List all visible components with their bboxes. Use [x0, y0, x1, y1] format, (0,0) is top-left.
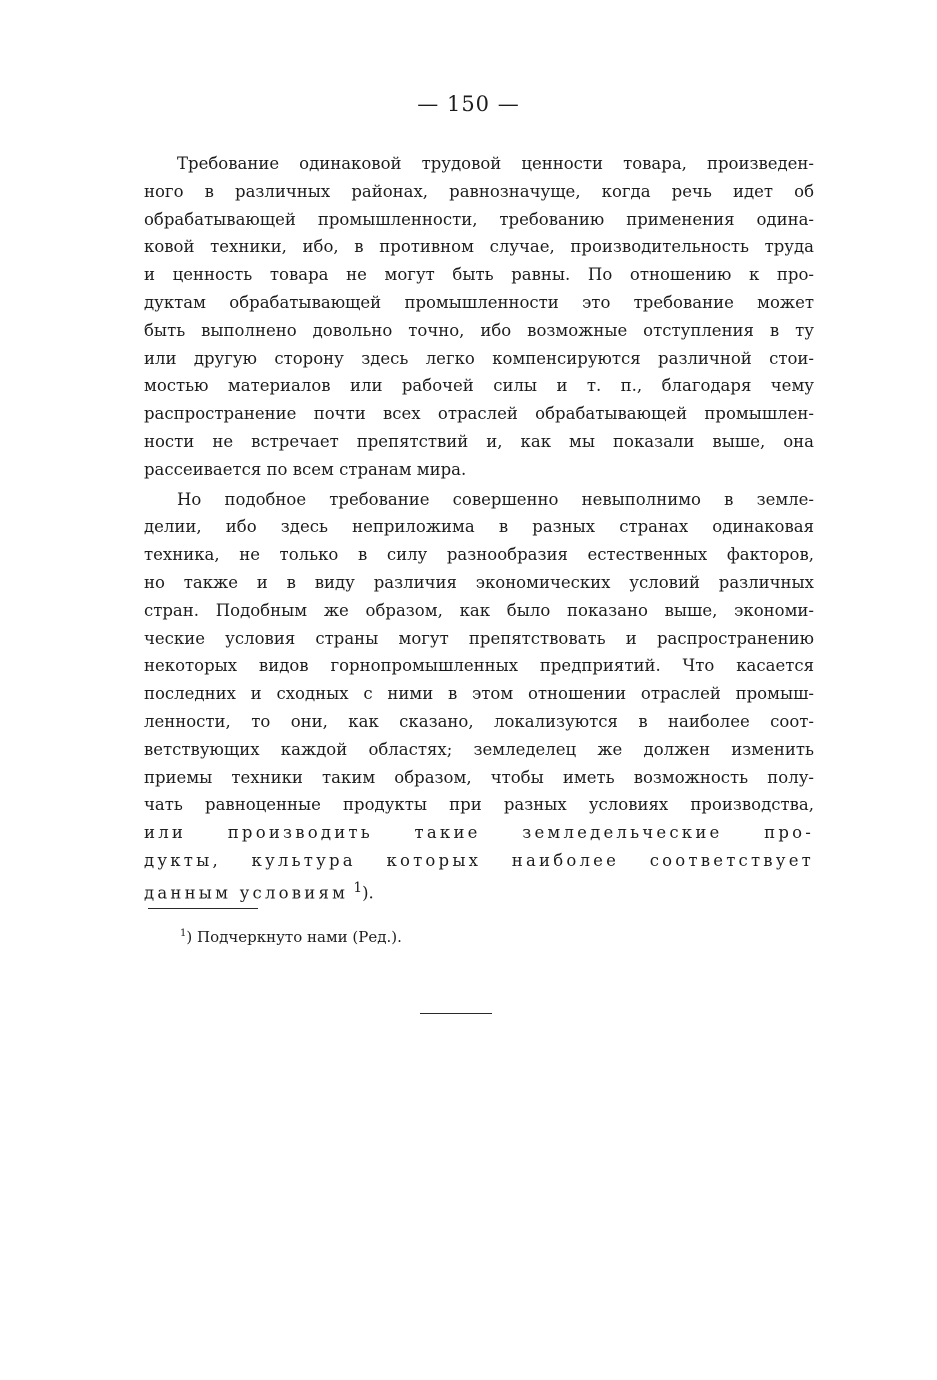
body-text — [144, 150, 814, 907]
emphasized-text-line: или производить такие земледельческие про- — [144, 823, 814, 843]
text-line: ности не встречает препятствий и, как мы показали выше, она — [144, 431, 814, 451]
text-line: мостью материалов или рабочей силы и т. п., благодаря чему — [144, 376, 814, 396]
text-line: распространение почти всех отраслей обрабатывающей промышлен- — [144, 404, 814, 424]
text-line: быть выполнено довольно точно, ибо возможные отступления в ту — [144, 320, 814, 340]
page-number: — 150 — — [417, 92, 520, 116]
text-line: и ценность товара не могут быть равны. По отношению к про- — [144, 265, 814, 285]
text-line: дуктам обрабатывающей промышленности это требование может — [144, 292, 814, 312]
text-line: техника, не только в силу разнообразия естественных факторов, — [144, 545, 814, 565]
footnote-mark: 1 — [180, 928, 187, 939]
text-line: ленности, то они, как сказано, локализуются в наиболее соот- — [144, 711, 814, 731]
text-line: ного в различных районах, равнозначуще, когда речь идет об — [144, 181, 814, 201]
footnote-divider — [148, 908, 258, 909]
text-line: стран. Подобным же образом, как было показано выше, экономи- — [144, 600, 814, 620]
footnote — [180, 928, 402, 946]
emphasized-text: данным условиям — [144, 883, 349, 903]
section-end-divider — [420, 1013, 492, 1014]
text-line: ветствующих каждой областях; земледелец же должен изменить — [144, 739, 814, 759]
line-ending: ). — [362, 883, 374, 903]
text-line: ковой техники, ибо, в противном случае, производительность труда — [144, 237, 814, 257]
text-line: или другую сторону здесь легко компенсируются различной стои- — [144, 348, 814, 368]
emphasized-text-line: дукты, культура которых наиболее соответствует — [144, 850, 814, 870]
text-line: рассеивается по всем странам мира. — [144, 459, 467, 479]
text-line: приемы техники таким образом, чтобы иметь возможность полу- — [144, 767, 814, 787]
final-text-line — [144, 875, 814, 907]
text-line: делии, ибо здесь неприложима в разных странах одинаковая — [144, 517, 814, 537]
text-line: Требование одинаковой трудовой ценности товара, произведен- — [177, 154, 814, 173]
text-line: последних и сходных с ними в этом отношении отраслей промыш- — [144, 684, 814, 704]
text-line: некоторых видов горнопромышленных предприятий. Что касается — [144, 656, 814, 676]
paragraph-2 — [144, 486, 814, 907]
text-line: чать равноценные продукты при разных условиях производства, — [144, 795, 814, 815]
footnote-reference: 1 — [353, 879, 363, 896]
paragraph-1 — [144, 150, 814, 484]
text-line: ческие условия страны могут препятствовать и распространению — [144, 628, 814, 648]
footnote-text: ) Подчеркнуто нами (Ред.). — [186, 928, 402, 946]
text-line: обрабатывающей промышленности, требованию применения одина- — [144, 209, 814, 229]
text-line: но также и в виду различия экономических условий различных — [144, 572, 814, 592]
text-line: Но подобное требование совершенно невыполнимо в земле- — [177, 489, 814, 509]
